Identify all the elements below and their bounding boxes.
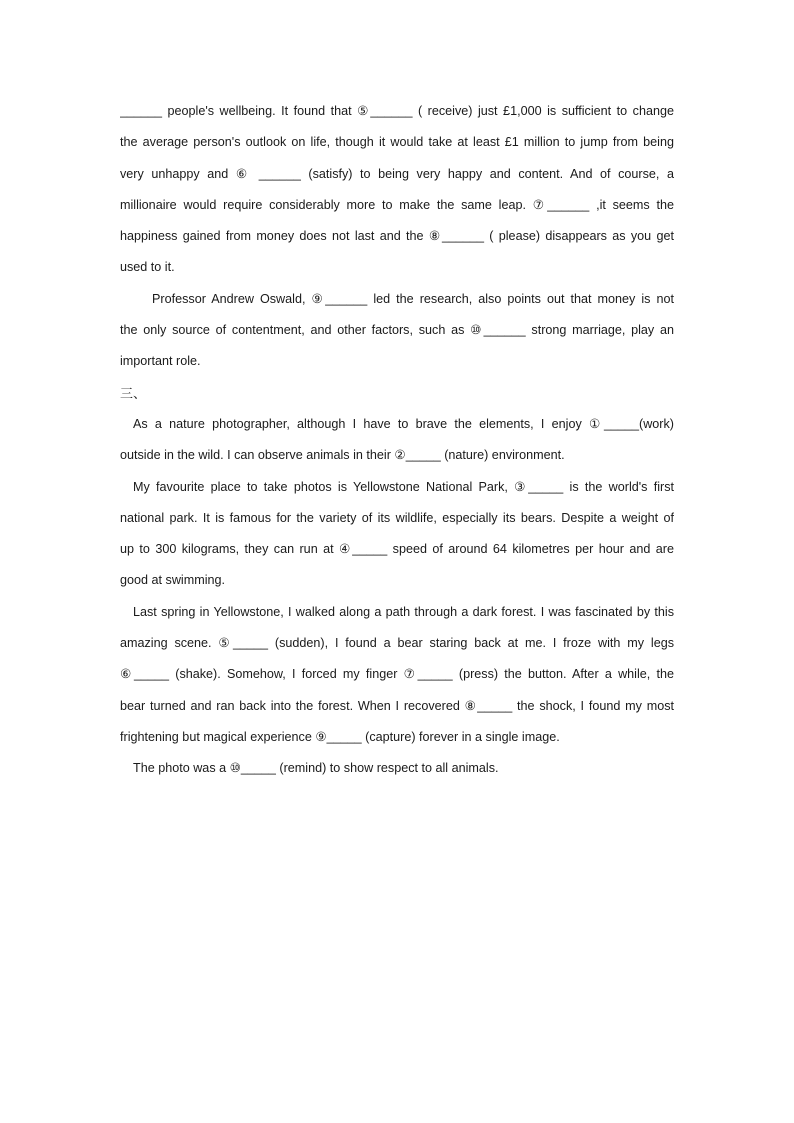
text-line: millionaire would require considerably more to make the same leap. ⑦______ ,it seems the <box>120 197 674 212</box>
text-line: national park. It is famous for the variety of its wildlife, especially its bears. Despite a weight of <box>120 510 674 525</box>
text-line: amazing scene. ⑤_____ (sudden), I found a bear staring back at me. I froze with my legs <box>120 636 674 651</box>
document-page <box>120 96 674 785</box>
text-line: very unhappy and ⑥ ______ (satisfy) to being very happy and content. And of course, a <box>120 166 674 181</box>
text-line: ⑥_____ (shake). Somehow, I forced my finger ⑦_____ (press) the button. After a while, the <box>120 667 674 682</box>
text-line: important role. <box>120 354 201 369</box>
section-heading: 三、 <box>120 385 147 401</box>
text-line: up to 300 kilograms, they can run at ④_____ speed of around 64 kilometres per hour and are <box>120 542 674 557</box>
passage-photographer <box>120 409 674 785</box>
text-line: used to it. <box>120 260 175 275</box>
text-line: Last spring in Yellowstone, I walked along a path through a dark forest. I was fascinated by this <box>133 604 674 619</box>
text-line: good at swimming. <box>120 573 225 588</box>
text-line: The photo was a ⑩_____ (remind) to show respect to all animals. <box>133 761 499 776</box>
text-line: the average person's outlook on life, though it would take at least £1 million to jump from being <box>120 135 674 150</box>
text-line: the only source of contentment, and other factors, such as ⑩______ strong marriage, play an <box>120 323 674 338</box>
text-line: happiness gained from money does not last and the ⑧______ ( please) disappears as you get <box>120 229 674 244</box>
passage-wellbeing <box>120 96 674 378</box>
text-line: As a nature photographer, although I have to brave the elements, I enjoy ①_____(work) <box>133 416 674 431</box>
text-line: frightening but magical experience ⑨_____ (capture) forever in a single image. <box>120 729 560 744</box>
text-line: My favourite place to take photos is Yellowstone National Park, ③_____ is the world's first <box>133 479 674 494</box>
text-line: Professor Andrew Oswald, ⑨______ led the research, also points out that money is not <box>152 291 674 306</box>
text-line: ______ people's wellbeing. It found that ⑤______ ( receive) just £1,000 is sufficient to change <box>120 104 674 118</box>
text-line: outside in the wild. I can observe animals in their ②_____ (nature) environment. <box>120 448 565 463</box>
text-line: bear turned and ran back into the forest. When I recovered ⑧_____ the shock, I found my most <box>120 698 674 713</box>
